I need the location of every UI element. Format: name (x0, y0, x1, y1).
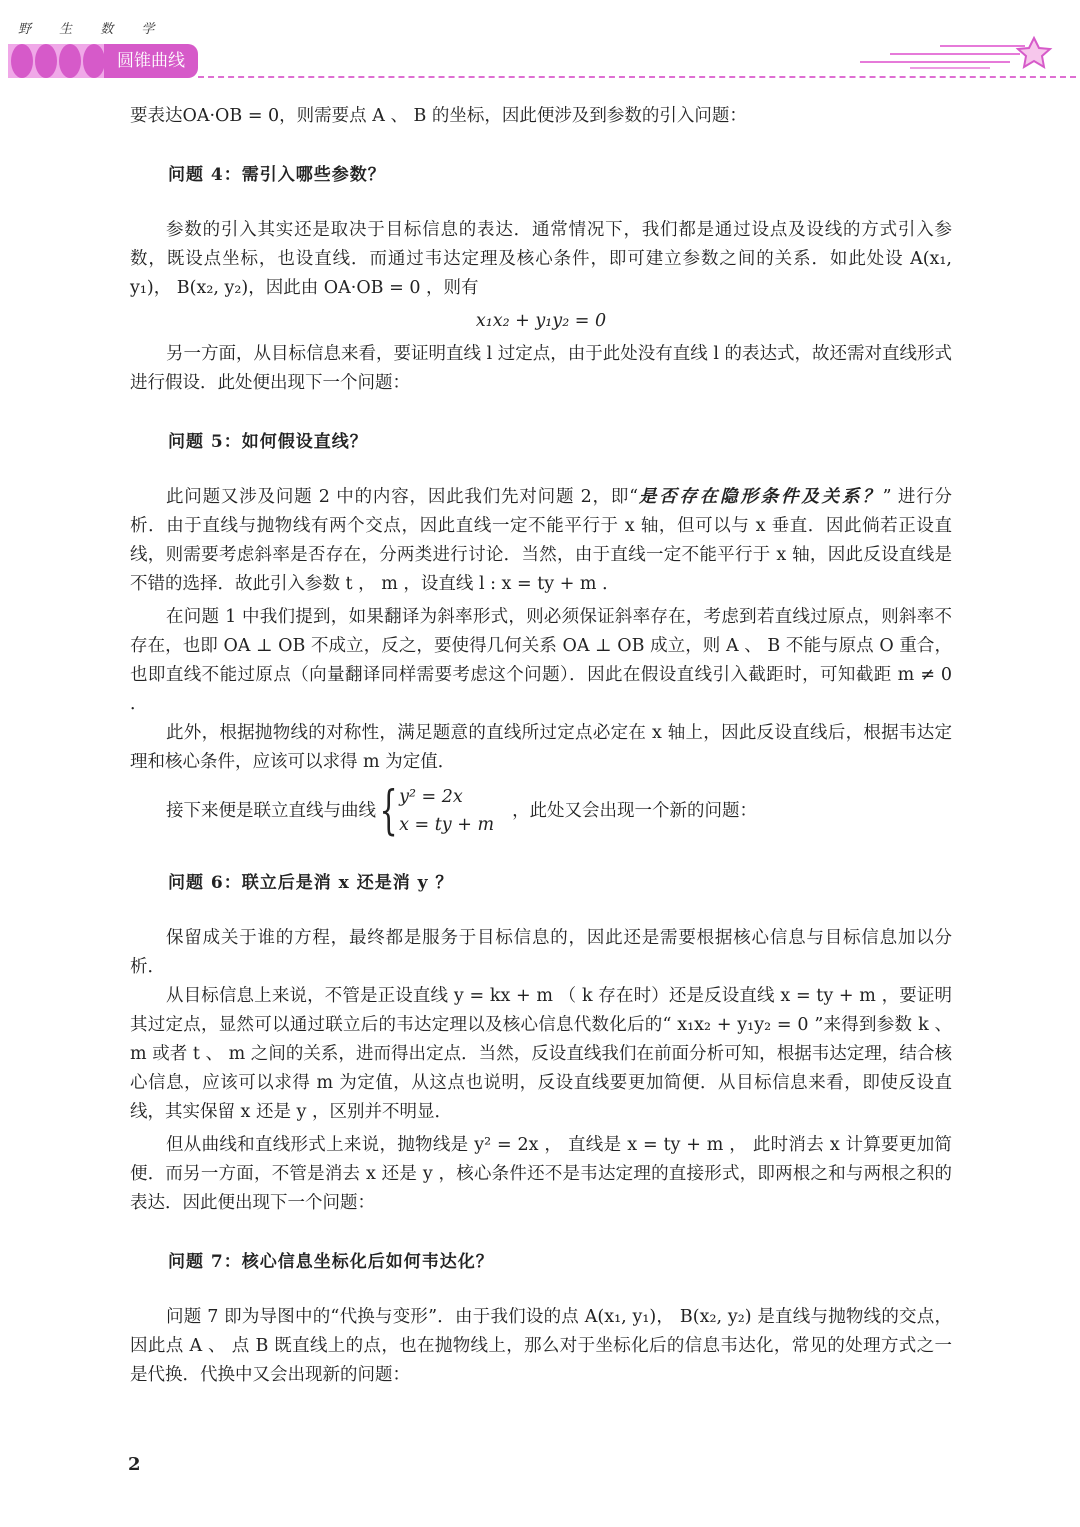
page-header (0, 0, 1080, 90)
equation: x₁x₂ + y₁y₂ = 0 (475, 311, 607, 331)
decorative-stripes (8, 44, 108, 78)
paragraph-text: 此问题又涉及问题 2 中的内容，因此我们先对问题 2，即“ (166, 487, 639, 507)
question-heading: 问题 5：如何假设直线？ (168, 432, 368, 452)
chapter-tab: 圆锥曲线 (104, 44, 198, 78)
paragraph: 另一方面，从目标信息来看，要证明直线 l 过定点，由于此处没有直线 l 的表达式，故还需对直线形式进行假设．此处便出现下一个问题： (130, 344, 952, 393)
paragraph-text: 接下来便是联立直线与曲线 (166, 800, 376, 821)
page-number: 2 (128, 1454, 141, 1475)
equation-system (130, 783, 952, 839)
header-divider (198, 76, 1076, 78)
question-heading: 问题 6：联立后是消 x 还是消 y ？ (168, 873, 454, 893)
system-equation: x = ty + m (399, 815, 495, 835)
paragraph-text: ” 进行分析．由于直线与抛物线有两个交点，因此直线一定不能平行于 x 轴，但可以与 x 垂直．因此倘若正设直线，则需要考虑斜率是否存在，分两类进行讨论．当然，由于直线一定不能平行于 x 轴，因此反设直线是不错的选择．故此引入参数 t ， m ，设直线 l : x = ty + m ． (130, 487, 952, 594)
emphasis-text: 是否存在隐形条件及关系？ (638, 487, 883, 507)
paragraph: 问题 7 即为导图中的“代换与变形”．由于我们设的点 A(x₁, y₁)， B(x₂, y₂) 是直线与抛物线的交点，因此点 A 、 点 B 既直线上的点，也在抛物线上，那么对于坐标化后的信息韦达化，常见的处理方式之一是代换．代换中又会出现新的问题： (130, 1307, 952, 1385)
brace-symbol: { (379, 781, 398, 841)
paragraph: 在问题 1 中我们提到，如果翻译为斜率形式，则必须保证斜率存在，考虑到若直线过原点，则斜率不存在，也即 OA ⊥ OB 不成立，反之，要使得几何关系 OA ⊥ OB 成立，则 A 、 B 不能与原点 O 重合，也即直线不能过原点（向量翻译同样需要考虑这个问题）．因此在假设直线引入截距时，可知截距 m ≠ 0 ． (130, 607, 952, 714)
paragraph: 但从曲线和直线形式上来说，抛物线是 y² = 2x ， 直线是 x = ty + m ， 此时消去 x 计算要更加简便．而另一方面，不管是消去 x 还是 y ，核心条件还不是韦达定理的直接形式，即两根之和与两根之积的表达．因此便出现下一个问题： (130, 1135, 952, 1213)
question-heading: 问题 4：需引入哪些参数？ (168, 165, 386, 185)
system-equation: y² = 2x (399, 787, 463, 807)
system-lines (399, 783, 494, 839)
paragraph: 此外，根据抛物线的对称性，满足题意的直线所过定点必定在 x 轴上，因此反设直线后，根据韦达定理和核心条件，应该可以求得 m 为定值． (130, 723, 952, 772)
article-body (130, 102, 952, 1390)
paragraph: 从目标信息上来说，不管是正设直线 y = kx + m （ k 存在时）还是反设直线 x = ty + m ，要证明其过定点，显然可以通过联立后的韦达定理以及核心信息代数化后的“ x₁x₂ + y₁y₂ = 0 ”来得到参数 k 、 m 或者 t 、 m 之间的关系，进而得出定点．当然，反设直线我们在前面分析可知，根据韦达定理，结合核心信息，应该可以求得 m 为定值，从这点也说明，反设直线要更加简便．从目标信息来看，即使反设直线，其实保留 x 还是 y ，区别并不明显． (130, 986, 952, 1122)
paragraph: 要表达OA·OB = 0，则需要点 A 、 B 的坐标，因此便涉及到参数的引入问题： (130, 106, 747, 126)
question-heading: 问题 7：核心信息坐标化后如何韦达化？ (168, 1252, 494, 1272)
paragraph: 参数的引入其实还是取决于目标信息的表达．通常情况下，我们都是通过设点及设线的方式引入参数，既设点坐标，也设直线．而通过韦达定理及核心条件，即可建立参数之间的关系．如此处设 A(x₁, y₁)， B(x₂, y₂)，因此由 OA·OB = 0 ，则有 (130, 220, 952, 298)
series-title: 野 生 数 学 (18, 22, 167, 37)
star-decoration-icon (850, 30, 1070, 76)
paragraph: 保留成关于谁的方程，最终都是服务于目标信息的，因此还是需要根据核心信息与目标信息加以分析． (130, 928, 952, 977)
paragraph (130, 483, 952, 599)
paragraph-text: ，此处又会出现一个新的问题： (512, 800, 758, 821)
